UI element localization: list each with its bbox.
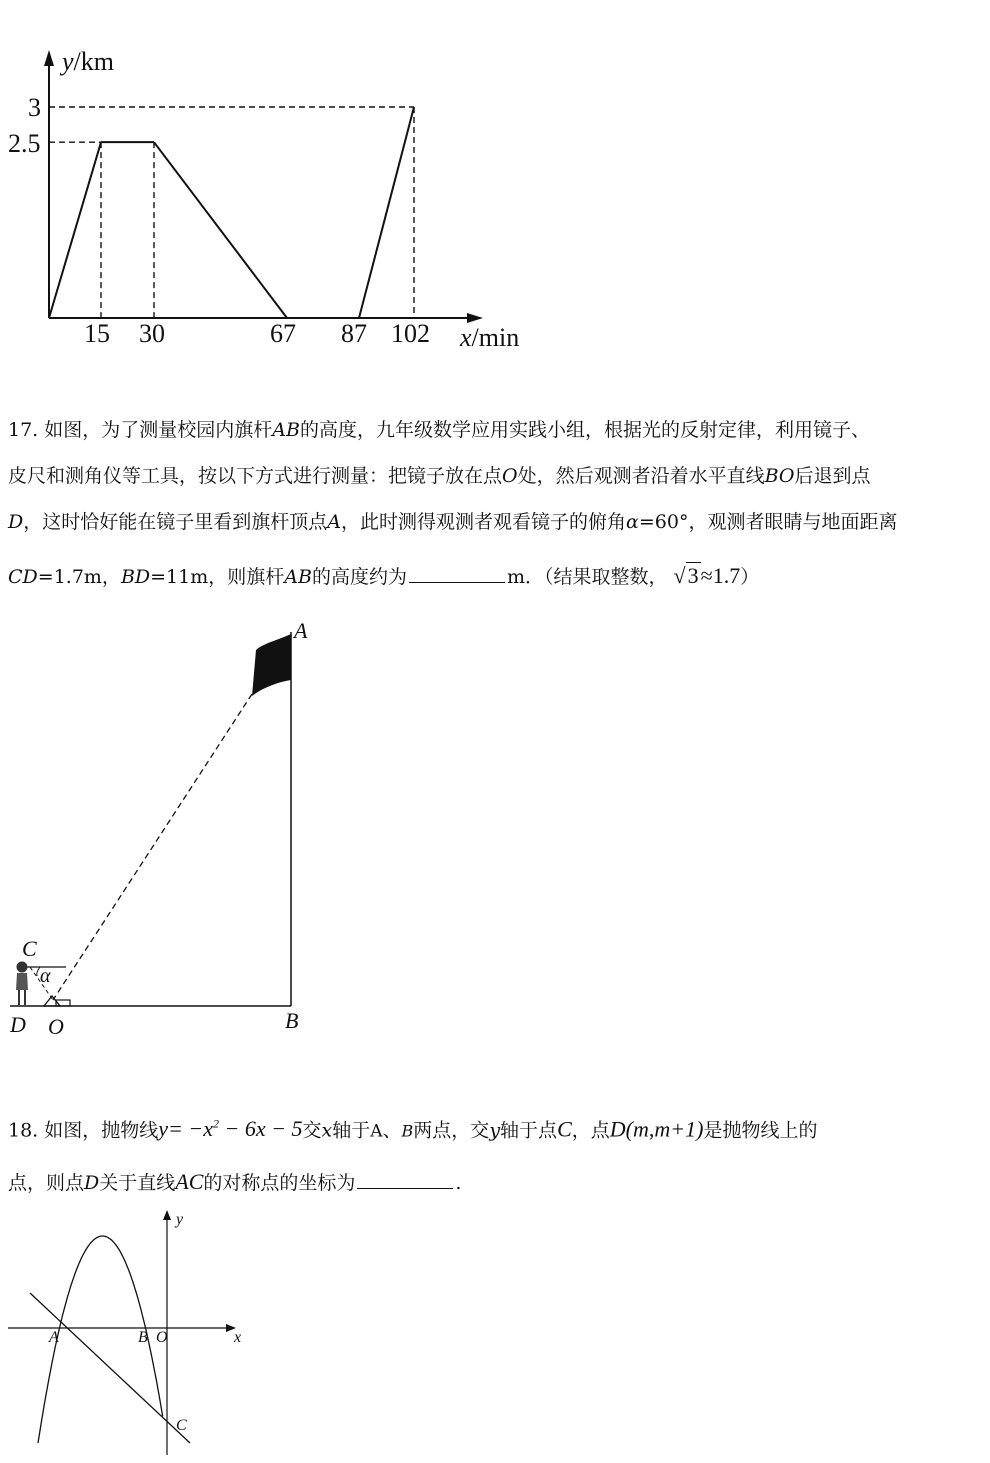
- p18-text: ，点: [571, 1119, 610, 1142]
- parabola-figure: [0, 1200, 260, 1463]
- label-y: y: [176, 1211, 184, 1228]
- x-tick-67: 67: [270, 319, 296, 348]
- sight-line-to-top: [53, 694, 252, 1000]
- problem-17-line-1: [8, 418, 870, 442]
- p17-text: 后退到点: [794, 465, 871, 487]
- p17-AB: AB: [272, 419, 300, 441]
- problem-17-line-4: [8, 564, 759, 589]
- label-O: O: [156, 1329, 168, 1346]
- problem-17-line-2: [8, 464, 871, 488]
- segment-4: [359, 107, 414, 318]
- label-alpha: α: [40, 965, 51, 987]
- p17-AB-2: AB: [284, 566, 312, 588]
- p17-A: A: [327, 511, 341, 533]
- p17-text: 处，然后观测者沿着水平直线: [517, 465, 765, 487]
- label-C: C: [22, 936, 37, 961]
- p18-text: 如图，抛物线: [44, 1119, 159, 1142]
- p17-text: ）: [740, 566, 760, 588]
- p17-CD: CD: [8, 566, 38, 588]
- label-D: D: [10, 1012, 26, 1037]
- approx-value: ≈1.7: [700, 563, 741, 588]
- p17-text: ，此时测得观测者观看镜子的俯角: [340, 511, 626, 533]
- p17-text: =11m，则旗杆: [150, 566, 285, 588]
- guide-lines: [49, 107, 414, 318]
- x-axis-arrow: [467, 313, 483, 323]
- answer-blank-17[interactable]: [409, 564, 505, 583]
- y-axis-arrow: [163, 1210, 171, 1220]
- label-O: O: [48, 1014, 64, 1039]
- answer-blank-18[interactable]: [357, 1170, 453, 1189]
- p17-BO: BO: [764, 465, 795, 487]
- label-x: x: [234, 1329, 242, 1346]
- problem-18-line-1: [8, 1112, 817, 1143]
- p18-text: 两点，交: [413, 1119, 490, 1142]
- observer-figure: [16, 962, 28, 1006]
- eq-exp: 2: [213, 1117, 220, 1131]
- p18-C: C: [557, 1116, 572, 1142]
- flagpole-figure: [0, 610, 340, 1050]
- x-tick-102: 102: [391, 319, 430, 348]
- x-tick-30: 30: [139, 319, 165, 348]
- y-tick-3: 3: [28, 93, 41, 122]
- x-tick-87: 87: [341, 319, 367, 348]
- p17-O: O: [502, 465, 518, 487]
- p18-D-expr: D(m,m+1): [609, 1116, 704, 1142]
- problem-17-number: 17.: [8, 419, 39, 441]
- label-B: B: [285, 1008, 299, 1033]
- sqrt-3: [674, 562, 701, 588]
- p18-y: y: [489, 1119, 501, 1142]
- p18-text: 是抛物线上的: [703, 1119, 818, 1142]
- label-A: A: [49, 1329, 59, 1346]
- p17-BD: BD: [120, 566, 151, 588]
- flag: [252, 634, 291, 696]
- eq-lhs: y: [158, 1116, 169, 1142]
- p18-B: B: [401, 1121, 414, 1141]
- p17-text: =60°，观测者眼睛与地面距离: [638, 511, 898, 533]
- p17-text: 的高度，九年级数学应用实践小组，根据光的反射定律，利用镜子、: [299, 419, 870, 441]
- y-tick-2.5: 2.5: [8, 129, 41, 158]
- label-A: A: [294, 618, 308, 643]
- problem-18-number: 18.: [8, 1119, 39, 1142]
- p18-AC: AC: [175, 1169, 204, 1194]
- sqrt-radicand: 3: [687, 563, 699, 588]
- p18-text: 点，则点: [8, 1172, 85, 1194]
- problem-18-line-2: [8, 1170, 461, 1195]
- p18-A: A: [370, 1121, 383, 1142]
- p17-text: m．（结果取整数，: [506, 566, 668, 588]
- p18-text: 的对称点的坐标为: [203, 1172, 356, 1194]
- p17-text: 皮尺和测角仪等工具，按以下方式进行测量：把镜子放在点: [8, 465, 503, 487]
- p17-text: 如图，为了测量校园内旗杆: [44, 419, 273, 441]
- problem-17-line-3: [8, 510, 897, 534]
- label-C: C: [176, 1417, 187, 1434]
- label-B: B: [138, 1329, 148, 1346]
- p18-text: 交: [302, 1119, 322, 1142]
- p18-x: x: [321, 1119, 333, 1142]
- p18-D: D: [84, 1172, 100, 1194]
- parabola-equation: [158, 1116, 302, 1141]
- p17-text: ，这时恰好能在镜子里看到旗杆顶点: [23, 511, 328, 533]
- sqrt-radical: √: [673, 563, 686, 588]
- p17-text: 的高度约为: [311, 566, 407, 588]
- p18-text: 轴于点: [500, 1119, 558, 1142]
- data-lines: [49, 107, 414, 318]
- segment-2: [154, 142, 287, 318]
- eq-rhs-2: − 6x − 5: [219, 1116, 303, 1142]
- y-axis-label: y/km: [62, 47, 114, 76]
- p18-text: 轴于: [332, 1119, 371, 1142]
- x-axis-label: x/min: [460, 323, 520, 352]
- eq-rhs-1: = −x: [168, 1116, 214, 1142]
- y-axis-arrow: [44, 50, 54, 66]
- p18-text: .: [455, 1172, 462, 1194]
- line-AC: [30, 1293, 190, 1443]
- p17-D: D: [8, 511, 24, 533]
- p18-text: 关于直线: [99, 1172, 176, 1194]
- mirror-triangle: [44, 996, 60, 1006]
- p17-text: =1.7m，: [37, 566, 121, 588]
- distance-time-graph: [0, 0, 560, 370]
- segment-0: [49, 142, 101, 318]
- p18-text: 、: [382, 1119, 402, 1142]
- x-tick-15: 15: [84, 319, 110, 348]
- p17-alpha: α: [626, 511, 639, 533]
